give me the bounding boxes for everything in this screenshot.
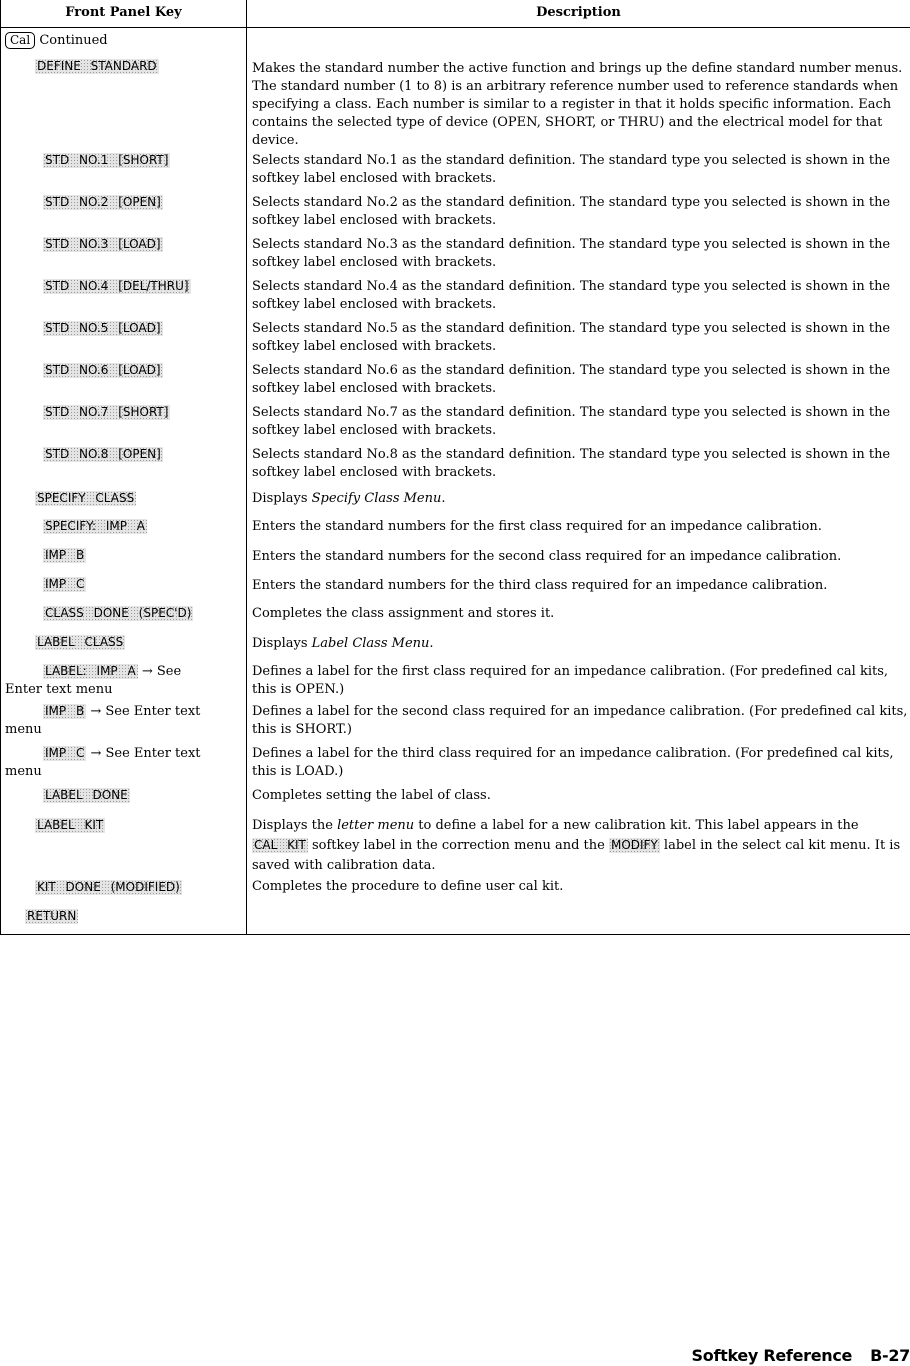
label-imp-c-description: Defines a label for the third class required for an impedance calibration. (For predefined cal kits, this is LOAD.)	[247, 743, 910, 785]
define-standard-softkey: DEFINE STANDARD	[37, 59, 157, 73]
page-number: B-27	[870, 1346, 910, 1365]
std-no1-softkey: STD NO.1 [SHORT]	[45, 153, 169, 167]
label-imp-a-description: Defines a label for the first class required for an impedance calibration. (For predefined cal kits, this is OPEN.)	[247, 659, 910, 701]
std-no3-softkey: STD NO.3 [LOAD]	[45, 237, 161, 251]
cal-key-cell	[1, 27, 247, 54]
define-standard-description: Makes the standard number the active function and brings up the define standard number menus. The standard number (1 to 8) is an arbitrary reference number used to reference standards when specifying a class. Each number is similar to a register in that it holds specific information. Each contains the selected type of device (OPEN, SHORT, or THRU) and the electrical model for that device.	[247, 54, 910, 150]
modify-softkey: MODIFY	[610, 838, 658, 852]
class-done-softkey: CLASS DONE (SPEC'D)	[45, 606, 192, 620]
label-imp-b-softkey: IMP B	[45, 704, 85, 718]
label-kit-description: Displays the letter menu to define a label for a new calibration kit. This label appears in the CAL KIT softkey label in the correction menu and the MODIFY label in the select cal kit menu. It is saved with calibration data.	[247, 814, 910, 876]
std-no6-description: Selects standard No.6 as the standard definition. The standard type you selected is shown in the softkey label enclosed with brackets.	[247, 360, 910, 402]
std-no1-description: Selects standard No.1 as the standard definition. The standard type you selected is shown in the softkey label enclosed with brackets.	[247, 150, 910, 192]
imp-b-description: Enters the standard numbers for the second class required for an impedance calibration.	[247, 543, 910, 572]
label-class-description: Displays Label Class Menu.	[247, 630, 910, 659]
return-softkey: RETURN	[27, 909, 77, 923]
imp-c-description: Enters the standard numbers for the third class required for an impedance calibration.	[247, 572, 910, 601]
imp-b-softkey: IMP B	[45, 548, 85, 562]
specify-imp-a-softkey: SPECIFY: IMP A	[45, 519, 146, 533]
specify-class-description: Displays Specify Class Menu.	[247, 486, 910, 514]
kit-done-softkey: KIT DONE (MODIFIED)	[37, 880, 180, 894]
label-class-softkey: LABEL CLASS	[37, 635, 124, 649]
imp-c-softkey: IMP C	[45, 577, 85, 591]
std-no7-description: Selects standard No.7 as the standard definition. The standard type you selected is shown in the softkey label enclosed with brackets.	[247, 402, 910, 444]
label-imp-b-description: Defines a label for the second class required for an impedance calibration. (For predefined cal kits, this is SHORT.)	[247, 701, 910, 743]
label-done-description: Completes setting the label of class.	[247, 785, 910, 814]
kit-done-description: Completes the procedure to define user cal kit.	[247, 876, 910, 904]
std-no4-softkey: STD NO.4 [DEL/THRU]	[45, 279, 189, 293]
std-no5-softkey: STD NO.5 [LOAD]	[45, 321, 161, 335]
std-no2-softkey: STD NO.2 [OPEN]	[45, 195, 161, 209]
column-header-front-panel-key: Front Panel Key	[1, 0, 247, 27]
column-header-description: Description	[247, 0, 910, 27]
specify-class-softkey: SPECIFY CLASS	[37, 491, 135, 505]
page-footer	[692, 1346, 910, 1365]
label-imp-a-softkey: LABEL: IMP A	[45, 664, 136, 678]
cal-kit-softkey: CAL KIT	[254, 838, 306, 852]
std-no4-description: Selects standard No.4 as the standard definition. The standard type you selected is shown in the softkey label enclosed with brackets.	[247, 276, 910, 318]
std-no3-description: Selects standard No.3 as the standard definition. The standard type you selected is shown in the softkey label enclosed with brackets.	[247, 234, 910, 276]
class-done-description: Completes the class assignment and stores it.	[247, 601, 910, 630]
std-no8-description: Selects standard No.8 as the standard definition. The standard type you selected is shown in the softkey label enclosed with brackets.	[247, 444, 910, 486]
specify-imp-a-description: Enters the standard numbers for the first class required for an impedance calibration.	[247, 514, 910, 543]
label-kit-softkey: LABEL KIT	[37, 818, 104, 832]
softkey-reference-table: Front Panel Key Description Cal Continued DEFINE STANDARD Makes the standard number the active function and brings up the define standard number menus. The standard number (1 to 8) is an arbitrary reference number used to reference standards when specifying a class. Each number is similar to a register in that it holds specific information. Each contains the selected type of device (OPEN, SHORT, or THRU) and the electrical model for that device. STD NO.1 [SHORT] Selects standard No.1 as the standard definition. The standard type you selected is shown in the softkey label enclosed with brackets. STD NO.2 [OPEN] Selects standard No.2 as the standard definition. The standard type you selected is shown in the softkey label enclosed with brackets. STD NO.3 [LOAD] Selects standard No.3 as the standard definition. The standard type you selected is shown in the softkey label enclosed with brackets. STD NO.4 [DEL/THRU] Selects standard No.4 as the standard definition. The standard type you selected is shown in the softkey label enclosed with brackets. STD NO.5 [LOAD] Selects standard No.5 as the standard definition. The standard type you selected is shown in the softkey label enclosed with brackets. STD NO.6 [LOAD] Selects standard No.6 as the standard definition. The standard type you selected is shown in the softkey label enclosed with brackets. STD NO.7 [SHORT] Selects standard No.7 as the standard definition. The standard type you selected is shown in the softkey label enclosed with brackets. STD NO.8 [OPEN] Selects standard No.8 as the standard definition. The standard type you selected is shown in the softkey label enclosed with brackets. SPECIFY CLASS Displays Specify Class Menu. SPECIFY: IMP A Enters the standard numbers for the first class required for an impedance calibration. IMP B Enters the standard numbers for the second class required for an impedance calibration. IMP C Enters the standard numbers for the third class required for an impedance calibration. CLASS DONE (SPEC'D) Completes the class assignment and stores it. LABEL CLASS Displays Label Class Menu. LABEL: IMP A → See Enter text menu Defines a label for the first class required for an impedance calibration. (For predefined cal kits, this is OPEN.) IMP B → See Enter text menu Defines a label for the second class required for an impedance calibration. (For predefined cal kits, this is SHORT.) IMP C → See Enter text menu Defines a label for the third class required for an impedance calibration. (For predefined cal kits, this is LOAD.) LABEL DONE Completes setting the label of class. LABEL KIT Displays the letter menu to define a label for a new calibration kit. This label appears in the CAL KIT softkey label in the correction menu and the MODIFY label in the select cal kit menu. It is saved with calibration data. KIT DONE (MODIFIED) Completes the procedure to define user cal kit. RETURN	[0, 0, 910, 935]
cal-hardkey: Cal	[5, 32, 35, 49]
std-no8-softkey: STD NO.8 [OPEN]	[45, 447, 161, 461]
label-done-softkey: LABEL DONE	[45, 788, 128, 802]
std-no5-description: Selects standard No.5 as the standard definition. The standard type you selected is shown in the softkey label enclosed with brackets.	[247, 318, 910, 360]
std-no6-softkey: STD NO.6 [LOAD]	[45, 363, 161, 377]
std-no7-softkey: STD NO.7 [SHORT]	[45, 405, 169, 419]
footer-section-title: Softkey Reference	[691, 1346, 853, 1365]
std-no2-description: Selects standard No.2 as the standard definition. The standard type you selected is shown in the softkey label enclosed with brackets.	[247, 192, 910, 234]
continued-label: Continued	[39, 32, 108, 48]
label-imp-c-softkey: IMP C	[45, 746, 85, 760]
